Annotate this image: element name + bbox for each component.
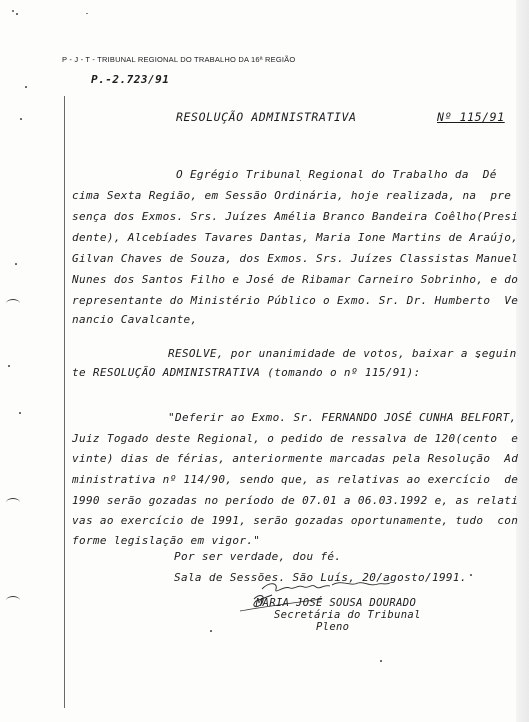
body-line: representante do Ministério Público o Exmo. Sr. Dr. Humberto Ve <box>72 294 519 307</box>
scan-speck <box>470 574 472 576</box>
scan-edge <box>516 0 529 722</box>
punch-hole-mark-icon <box>6 299 20 308</box>
body-line: Nunes dos Santos Filho e José de Ribamar Carneiro Sobrinho, e do <box>72 273 519 286</box>
resolution-number: Nº 115/91 <box>437 110 505 124</box>
scan-speck <box>19 412 21 414</box>
body-line: O Egrégio Tribunal Regional do Trabalho da Dé <box>176 168 497 181</box>
scan-speck <box>20 118 22 120</box>
punch-hole-mark-icon <box>6 596 20 605</box>
scan-speck <box>8 365 10 367</box>
body-line: vas ao exercício de 1991, serão gozadas oportunamente, tudo con <box>72 514 519 527</box>
body-line: ministrativa nº 114/90, sendo que, as relativas ao exercício de <box>72 473 519 486</box>
body-line: forme legislação em vigor." <box>72 534 261 547</box>
document-title: RESOLUÇÃO ADMINISTRATIVA <box>176 110 357 124</box>
body-line: Gilvan Chaves de Souza, dos Exmos. Srs. Juízes Classistas Manuel <box>72 252 519 265</box>
institution-header: P - J - T - TRIBUNAL REGIONAL DO TRABALHO DA 16ª REGIÃO <box>62 55 296 64</box>
scan-speck <box>15 263 17 265</box>
body-line: sença dos Exmos. Srs. Juízes Amélia Branco Bandeira Coêlho(Presi <box>72 210 519 223</box>
process-number: P.-2.723/91 <box>91 73 170 86</box>
body-line: vinte) dias de férias, anteriormente marcadas pela Resolução Ad <box>72 452 519 465</box>
scan-speck <box>380 660 382 662</box>
scan-speck <box>25 86 27 88</box>
body-line: "Deferir ao Exmo. Sr. FERNANDO JOSÉ CUNHA BELFORT, <box>168 411 517 424</box>
closing-line: Por ser verdade, dou fé. <box>174 550 342 563</box>
punch-hole-mark-icon <box>6 498 20 507</box>
scan-speck <box>16 13 18 15</box>
margin-rule <box>64 96 65 708</box>
body-line: dente), Alcebíades Tavares Dantas, Maria Ione Martins de Araújo, <box>72 231 519 244</box>
body-line: te RESOLUÇÃO ADMINISTRATIVA (tomando o nº 115/91): <box>72 366 421 379</box>
scan-speck <box>12 10 14 12</box>
body-line: nancio Cavalcante, <box>72 313 198 326</box>
scan-speck <box>86 13 88 14</box>
signatory-role: Secretária do Tribunal <box>274 609 421 621</box>
body-line: cima Sexta Região, em Sessão Ordinária, hoje realizada, na pre <box>72 189 512 202</box>
signatory-role-body: Pleno <box>316 621 350 633</box>
signatory-name: MARIA JOSÉ SOUSA DOURADO <box>256 597 417 609</box>
scan-speck <box>210 630 212 632</box>
place-date-line: Sala de Sessões. São Luís, 20/agosto/1991. <box>174 571 467 584</box>
body-line: RESOLVE, por unanimidade de votos, baixar a seguin <box>168 347 517 360</box>
body-line: Juiz Togado deste Regional, o pedido de ressalva de 120(cento e <box>72 432 519 445</box>
body-line: 1990 serão gozadas no período de 07.01 a 06.03.1992 e, as relati <box>72 494 519 507</box>
